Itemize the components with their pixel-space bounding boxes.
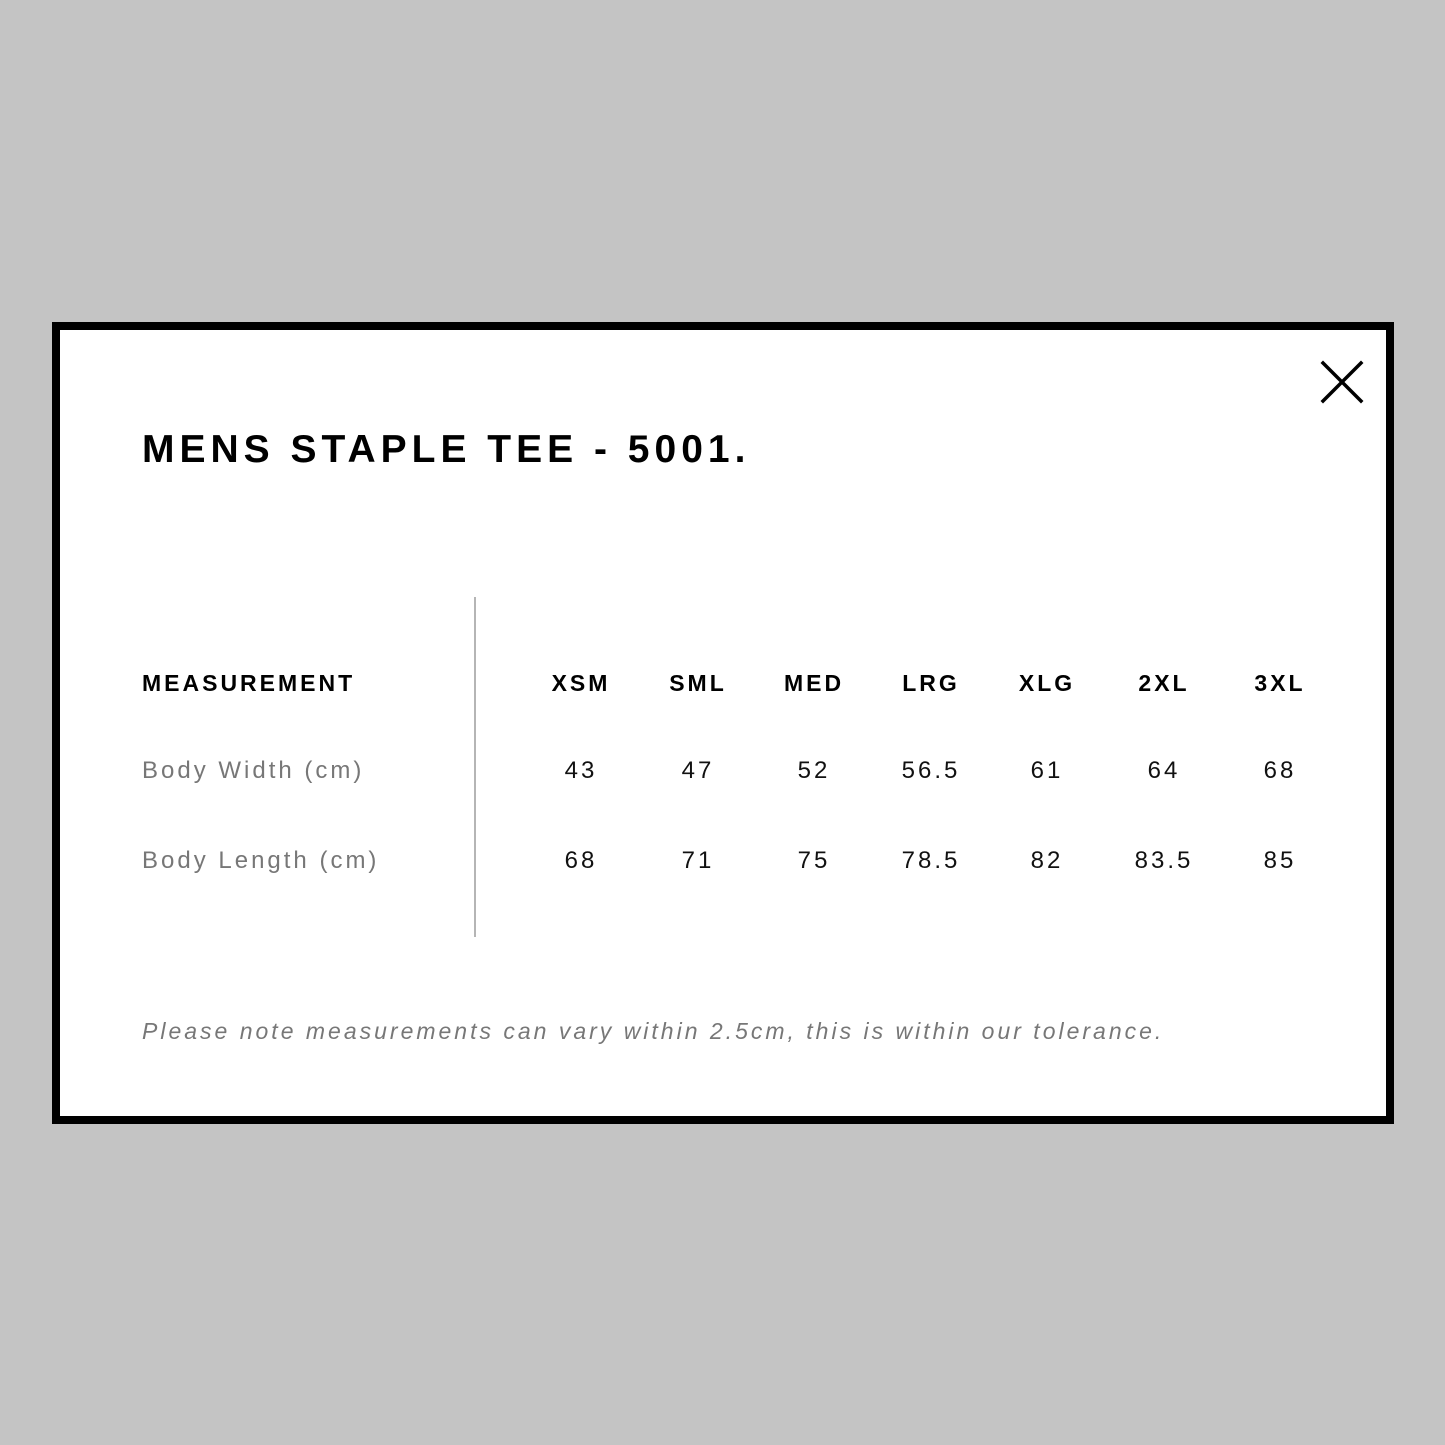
size-header-xlg: XLG	[1018, 670, 1076, 696]
body-width-med: 52	[797, 757, 831, 784]
size-header-sml: SML	[669, 670, 727, 696]
body-length-sml: 71	[681, 847, 715, 874]
measurement-header: MEASUREMENT	[142, 670, 356, 696]
size-header-2xl: 2XL	[1138, 670, 1190, 696]
body-width-label: Body Width (cm)	[142, 757, 365, 784]
size-header-xsm: XSM	[551, 670, 611, 696]
size-header-lrg: LRG	[902, 670, 960, 696]
modal-title: MENS STAPLE TEE - 5001.	[142, 428, 751, 471]
body-length-3xl: 85	[1263, 847, 1297, 874]
size-guide-modal	[52, 322, 1394, 1124]
body-length-med: 75	[797, 847, 831, 874]
body-width-2xl: 64	[1147, 757, 1181, 784]
body-length-label: Body Length (cm)	[142, 847, 380, 874]
body-width-lrg: 56.5	[901, 757, 961, 784]
body-length-xlg: 82	[1030, 847, 1064, 874]
body-width-3xl: 68	[1263, 757, 1297, 784]
table-divider	[474, 597, 476, 937]
body-width-sml: 47	[681, 757, 715, 784]
body-width-xsm: 43	[564, 757, 598, 784]
close-x-icon	[1320, 360, 1364, 404]
size-header-med: MED	[783, 670, 845, 696]
body-length-xsm: 68	[564, 847, 598, 874]
tolerance-note: Please note measurements can vary within 2.5cm, this is within our tolerance.	[142, 1018, 1165, 1044]
body-length-lrg: 78.5	[901, 847, 961, 874]
close-button[interactable]	[1320, 360, 1364, 404]
size-header-3xl: 3XL	[1254, 670, 1306, 696]
body-width-xlg: 61	[1030, 757, 1064, 784]
body-length-2xl: 83.5	[1134, 847, 1194, 874]
